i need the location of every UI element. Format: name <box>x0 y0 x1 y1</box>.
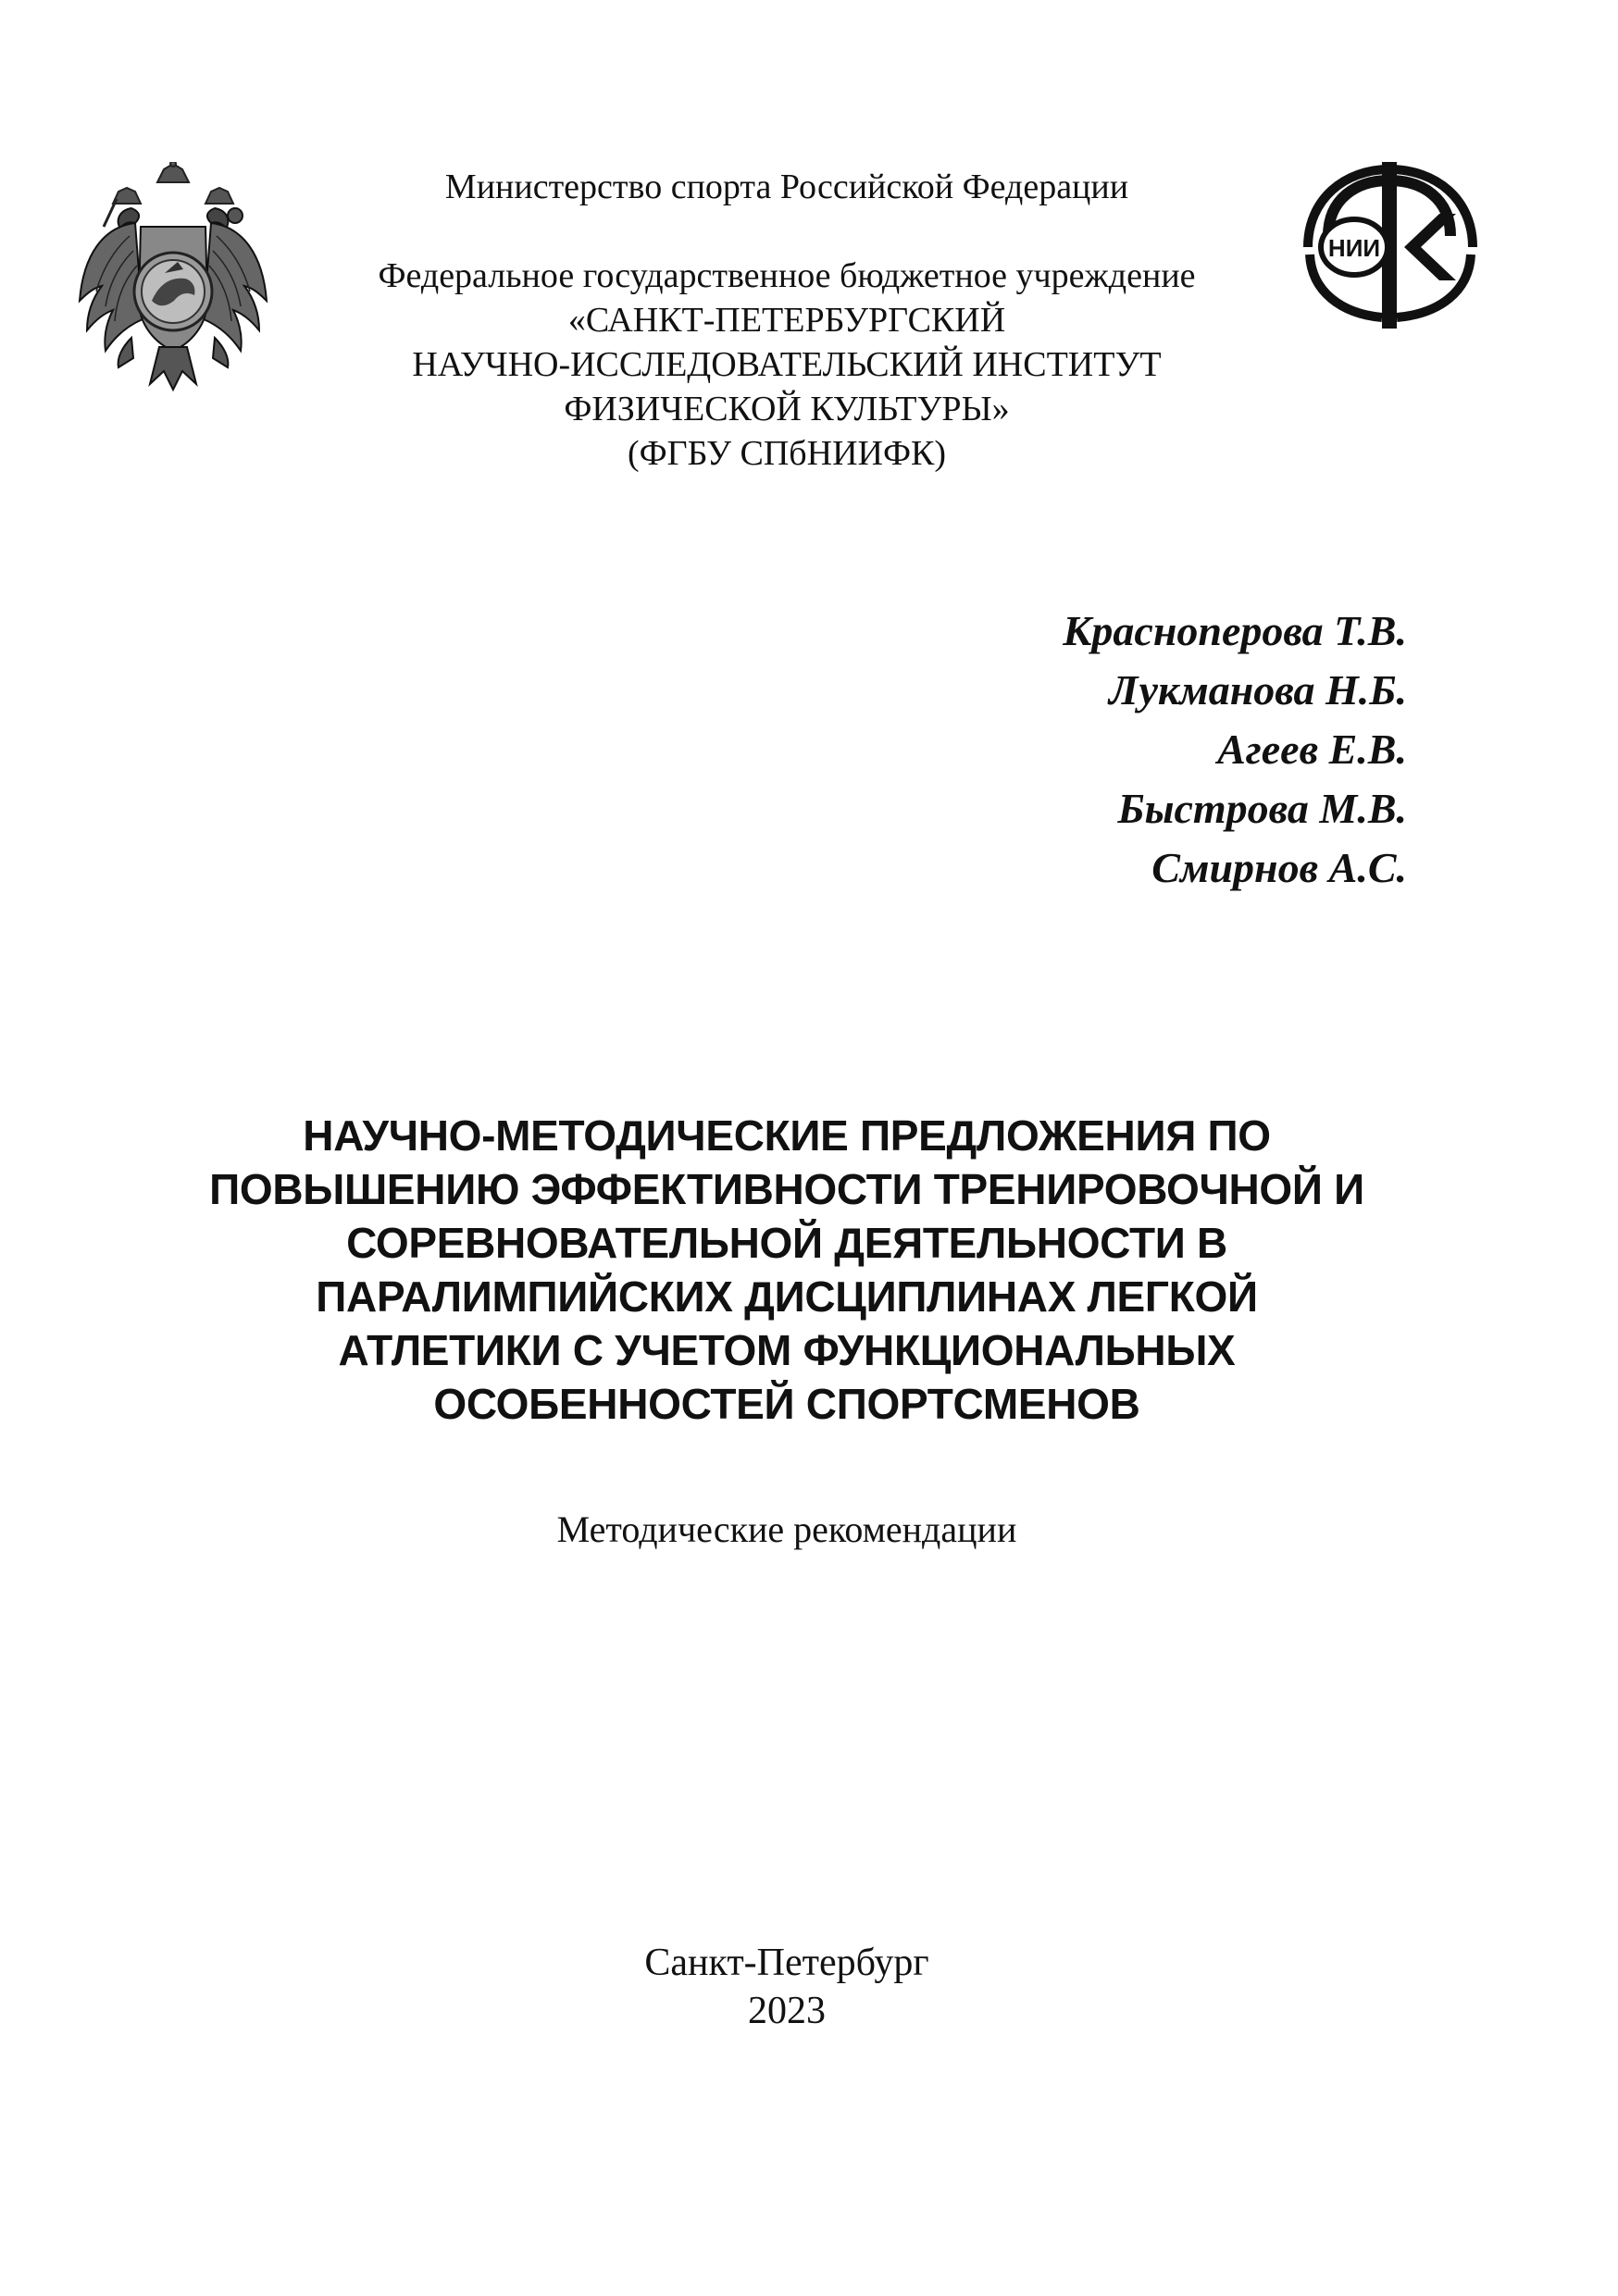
title-line: ПАРАЛИМПИЙСКИХ ДИСЦИПЛИНАХ ЛЕГКОЙ <box>316 1272 1258 1321</box>
logo-text: НИИ <box>1327 234 1381 262</box>
institution-line: Федеральное государственное бюджетное учреждение <box>378 256 1196 295</box>
title-line: НАУЧНО-МЕТОДИЧЕСКИЕ ПРЕДЛОЖЕНИЯ ПО <box>303 1111 1271 1160</box>
authors-list <box>1063 602 1407 898</box>
title-line: СОРЕВНОВАТЕЛЬНОЙ ДЕЯТЕЛЬНОСТИ В <box>346 1219 1227 1267</box>
document-title <box>139 1109 1435 1431</box>
author-name: Быстрова М.В. <box>1117 785 1407 832</box>
title-line: АТЛЕТИКИ С УЧЕТОМ ФУНКЦИОНАЛЬНЫХ <box>338 1326 1236 1374</box>
author-name: Лукманова Н.Б. <box>1109 666 1407 714</box>
publication-info <box>139 1939 1435 2035</box>
title-line: ПОВЫШЕНИЮ ЭФФЕКТИВНОСТИ ТРЕНИРОВОЧНОЙ И <box>209 1165 1364 1213</box>
coat-of-arms-icon <box>76 162 270 393</box>
author-name: Смирнов А.С. <box>1151 844 1407 891</box>
institution-line: «САНКТ-ПЕТЕРБУРГСКИЙ <box>567 301 1006 340</box>
publication-year: 2023 <box>748 1990 826 2032</box>
institution-line: НАУЧНО-ИССЛЕДОВАТЕЛЬСКИЙ ИНСТИТУТ <box>412 345 1162 384</box>
title-line: ОСОБЕННОСТЕЙ СПОРТСМЕНОВ <box>433 1380 1140 1428</box>
niifk-logo-icon <box>1301 162 1481 329</box>
document-subtitle: Методические рекомендации <box>556 1508 1017 1550</box>
institution-abbreviation: (ФГБУ СПбНИИФК) <box>627 434 946 473</box>
publication-city: Санкт-Петербург <box>644 1942 929 1984</box>
author-name: Красноперова Т.В. <box>1063 607 1407 654</box>
institution-line: ФИЗИЧЕСКОЙ КУЛЬТУРЫ» <box>564 390 1010 428</box>
ministry-name: Министерство спорта Российской Федерации <box>444 168 1129 206</box>
header <box>278 165 1296 476</box>
author-name: Агеев Е.В. <box>1217 726 1407 773</box>
